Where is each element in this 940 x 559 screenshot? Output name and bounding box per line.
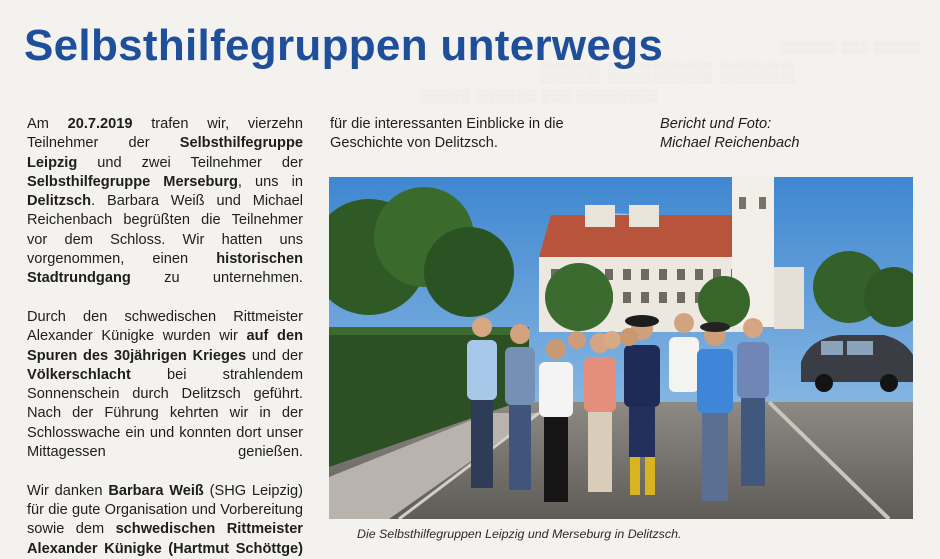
credit-label: Bericht und Foto: [660, 116, 772, 132]
credit-author: Michael Reichenbach [660, 135, 800, 152]
group-photo [329, 177, 913, 519]
text-run: Durch den schwedischen Rittmeister Alexander Künigke wurden wir [27, 308, 303, 345]
text-run: und der [246, 347, 303, 364]
text-run: und zwei Teilnehmer der [77, 154, 303, 171]
text-run: trafen wir, vierzehn Teilnehmer der [27, 116, 303, 152]
bold-text-run: Barbara Weiß [108, 482, 204, 499]
article-column-1 [27, 115, 303, 559]
bold-text-run: Selbsthilfegruppe Merseburg [27, 173, 238, 190]
bold-text-run: schwedischen Rittmeister Alexander Künigke (Hartmut Schöttge) [27, 521, 303, 557]
bold-text-run: Selbsthilfegruppe Leipzig [27, 135, 303, 171]
article-column-2 [330, 115, 613, 154]
text-run: zu unternehmen. [130, 270, 303, 287]
photo-caption: Die Selbsthilfegruppen Leipzig und Merseburg in Delitzsch. [357, 527, 682, 541]
bold-text-run: Delitzsch [27, 193, 92, 210]
paragraph-1 [27, 115, 303, 289]
article-headline: Selbsthilfegruppen unterwegs [24, 21, 664, 70]
bold-text-run: 20.7.2019 [67, 116, 133, 132]
text-run: Wir danken [27, 482, 109, 499]
bleed-through: ▒▒▒▒▒ ▒▒▒▒▒▒ ▒▒▒ ▒▒▒▒▒▒▒▒ [420, 88, 659, 103]
author-credit [660, 115, 800, 154]
text-run: bei strahlendem Sonnenschein durch Delitzsch geführt. Nach der Führung kehrten wir in der Schlosswache ein und konnten dort unser Mittagessen genießen. [27, 366, 303, 461]
photo-illustration [329, 177, 913, 519]
bold-text-run: Völkerschlacht [27, 366, 131, 383]
paragraph-continuation: für die interessanten Einblicke in die Geschichte von Delitzsch. [330, 116, 564, 152]
text-run: . Barbara Weiß und Michael Reichenbach begrüßten die Teilnehmer vor dem Schloss. Wir hatten uns vorgenommen, einen [27, 193, 303, 268]
text-run: , uns in [237, 173, 303, 190]
text-run: Am [27, 116, 68, 132]
bleed-through: ▒▒▒▒▒▒ ▒▒▒ ▒▒▒▒▒ [780, 40, 922, 54]
paragraph-2 [27, 308, 303, 462]
bold-text-run: historischen Stadtrundgang [27, 251, 303, 287]
bold-text-run: auf den Spuren des 30jährigen Krieges [27, 328, 303, 364]
paragraph-3 [27, 482, 303, 559]
bleed-through: ▒▒▒▒ ▒▒▒▒▒▒▒ ▒▒▒▒▒ [540, 62, 796, 84]
text-run: (SHG Leipzig) für die gute Organisation und Vorbereitung sowie dem [27, 482, 304, 538]
